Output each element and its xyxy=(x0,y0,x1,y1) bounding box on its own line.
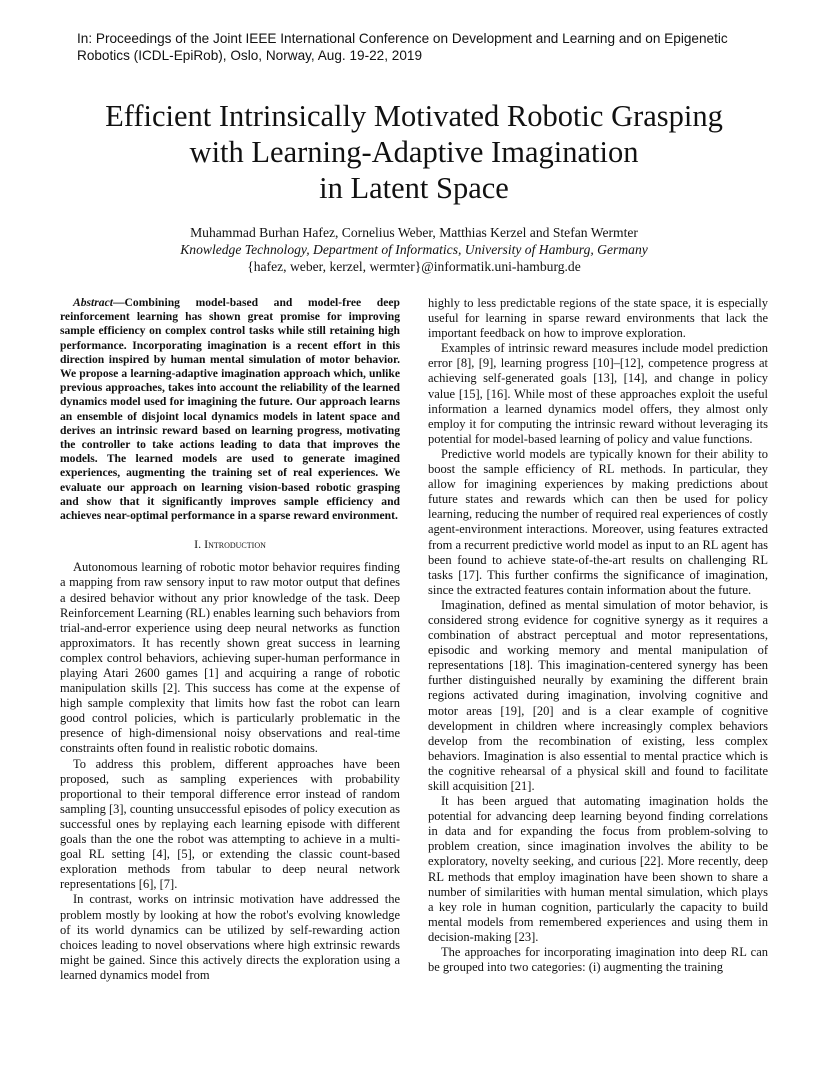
left-column xyxy=(60,296,400,983)
right-column xyxy=(428,296,768,975)
abstract-text: Combining model-based and model-free deep reinforcement learning has shown great promise for improving sample efficiency on complex control tasks while still retaining high performance. Incorporating imagination is a recent effort in this direction inspired by human mental simulation of motor behavior. We propose a learning-adaptive imagination approach which, unlike previous approaches, takes into account the reliability of the learned dynamics model used for imagining the future. Our approach learns an ensemble of disjoint local dynamics models in latent space and derives an intrinsic reward based on learning progress, motivating the controller to take actions leading to data that improves the models. The learned models are used to generate imagined experiences, augmenting the training set of real experiences. We evaluate our approach on learning vision-based robotic grasping and show that it significantly improves sample efficiency and achieves near-optimal performance in a sparse reward environment. xyxy=(60,296,400,523)
abstract: Abstract—Combining model-based and model-free deep reinforcement learning has shown great promise for improving sample efficiency on complex control tasks while still retaining high performance. Incorporating imagination is a recent effort in this direction inspired by human mental simulation of motor behavior. We propose a learning-adaptive imagination approach which, unlike previous approaches, takes into account the reliability of the learned dynamics model used for imagining the future. Our approach learns an ensemble of disjoint local dynamics models in latent space and derives an intrinsic reward based on learning progress, motivating the controller to take actions leading to data that improves the models. The learned models are used to generate imagined experiences, augmenting the training set of real experiences. We evaluate our approach on learning vision-based robotic grasping and show that it significantly improves sample efficiency and achieves near-optimal performance in a sparse reward environment. xyxy=(60,296,400,523)
body-paragraph: Autonomous learning of robotic motor behavior requires finding a mapping from raw sensory input to raw motor output that defines a desired behavior without any prior knowledge of the task. Deep Reinforcement Learning (RL) enables learning such behaviors from trial-and-error experience using deep neural networks as function approximators. It has recently shown great success in learning complex control behaviors, achieving super-human performance in playing Atari 2600 games [1] and acquiring a range of robotic manipulation skills [2]. This success has come at the expense of high sample complexity that limits how fast the robot can learn good control policies, which is particularly problematic in the presence of high-dimensional noisy observations and real-time constraints often found in realistic robotic domains. xyxy=(60,560,400,756)
affiliation: Knowledge Technology, Department of Informatics, University of Hamburg, Germany xyxy=(180,242,648,257)
abstract-label: Abstract xyxy=(73,296,113,309)
section-heading-introduction: I. Introduction xyxy=(194,537,266,552)
body-paragraph: Predictive world models are typically known for their ability to boost the sample efficiency of RL methods. In particular, they allow for imagining experiences by making predictions about future states and rewards which can then be used for policy learning, reducing the number of required real experiences of costly agent-environment interactions. Moreover, using features extracted from a recurrent predictive world model as input to an RL agent has been found to achieve state-of-the-art results on challenging RL tasks [17]. This further confirms the significance of imagination, since the extracted features contain information about the future. xyxy=(428,446,768,597)
body-paragraph: The approaches for incorporating imagination into deep RL can be grouped into two categories: (i) augmenting the training xyxy=(428,945,768,975)
body-paragraph: In contrast, works on intrinsic motivation have addressed the problem mostly by looking at how the robot's evolving knowledge of its world dynamics can be utilized by self-rewarding action choices leading to novel observations where high extrinsic rewards might be gained. Since this actively directs the exploration using a learned dynamics model from xyxy=(60,892,400,982)
body-paragraph: To address this problem, different approaches have been proposed, such as sampling experiences with probability proportional to their temporal difference error instead of random sampling [3], counting unsuccessful episodes of policy execution as successful ones by replaying each learning episode with different goals than the one the robot was attempting to achieve in a multi-goal RL setting [4], [5], or extending the classic count-based exploration methods from tabular to deep neural network representations [6], [7]. xyxy=(60,756,400,892)
body-paragraph: Examples of intrinsic reward measures include model prediction error [8], [9], learning progress [10]–[12], competence progress at achieving self-generated goals [13], [14], and change in policy value [15], [16]. While most of these approaches exploit the useful information a learned dynamics model offers, they almost only employ it for computing the intrinsic reward without leveraging its potential for model-based learning of policy and value functions. xyxy=(428,341,768,446)
body-paragraph: Imagination, defined as mental simulation of motor behavior, is considered strong evidence for cognitive synergy as it requires a combination of abstract perceptual and motor representations, episodic and working memory and mental manipulation of representations [18]. This imagination-centered synergy has been further distinguished neurally by examining the different brain regions activated during imagination, involving cognitive and motor areas [19], [20] and is a clear example of cognitive development in children where increasingly complex behaviors develop from the recombination of existing, less complex behaviors. Imagination is also essential to mental practice which is the cognitive rehearsal of a physical skill and found to facilitate skill acquisition [21]. xyxy=(428,597,768,793)
body-paragraph: highly to less predictable regions of the state space, it is especially useful for learning in sparse reward environments that lack the important feedback on how to improve exploration. xyxy=(428,296,768,341)
title-line: in Latent Space xyxy=(319,171,509,205)
paper-title xyxy=(60,98,768,206)
title-line: Efficient Intrinsically Motivated Robotic Grasping xyxy=(105,99,723,133)
author-names: Muhammad Burhan Hafez, Cornelius Weber, Matthias Kerzel and Stefan Wermter xyxy=(190,225,638,240)
title-line: with Learning-Adaptive Imagination xyxy=(189,135,639,169)
author-emails: {hafez, weber, kerzel, wermter}@informatik.uni-hamburg.de xyxy=(247,259,581,274)
author-block xyxy=(60,224,768,275)
conference-note: In: Proceedings of the Joint IEEE International Conference on Development and Learning and on Epigenetic Robotics (ICDL-EpiRob), Oslo, Norway, Aug. 19-22, 2019 xyxy=(77,31,728,63)
body-paragraph: It has been argued that automating imagination holds the potential for advancing deep learning beyond finding correlations in data and for expanding the focus from problem-solving to problem creation, since imagination involves the ability to be exploratory, novelty seeking, and curious [22]. More recently, deep RL methods that employ imagination have been shown to share a number of similarities with human mental simulation, which plays a key role in human cognition, particularly the capacity to build mental models from remembered experiences and using them in decision-making [23]. xyxy=(428,794,768,944)
